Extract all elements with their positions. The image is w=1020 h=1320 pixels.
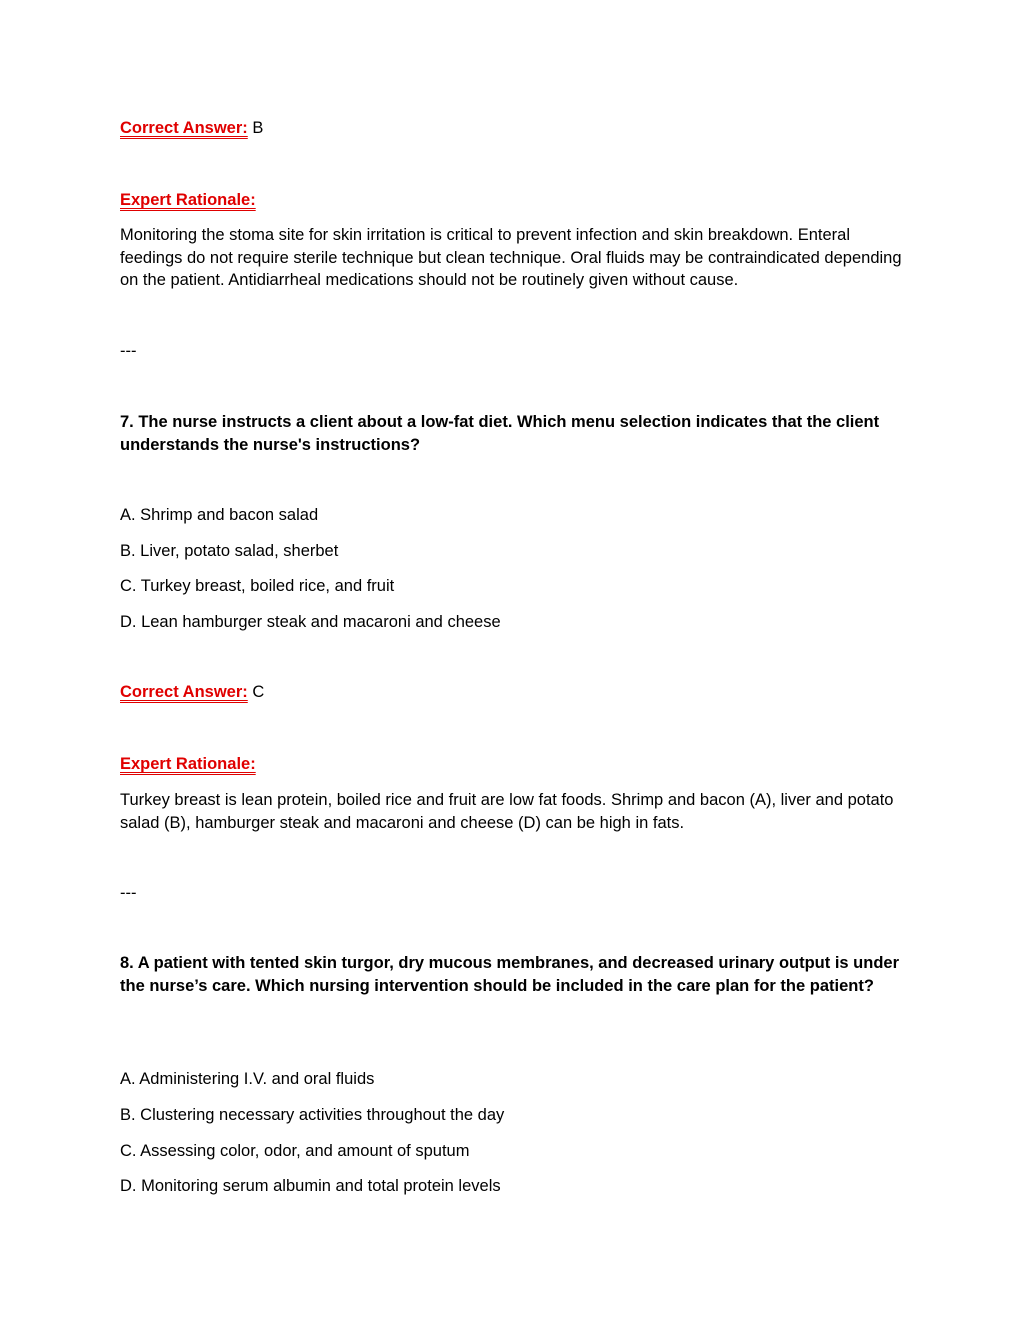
correct-answer-value: B [247, 119, 264, 137]
correct-answer-line-q6 [120, 117, 263, 139]
question-8-option-a: A. Administering I.V. and oral fluids [120, 1070, 375, 1088]
question-8-option-d: D. Monitoring serum albumin and total protein levels [120, 1177, 501, 1195]
rationale-text-q6: Monitoring the stoma site for skin irritation is critical to prevent infection and skin breakdown. Enteral feedings do not require sterile technique but clean technique. Oral fluids may be contraindicated depending on the patient. Antidiarrheal medications should not be routinely given without cause. [120, 226, 902, 289]
separator: --- [120, 884, 137, 902]
question-7-text: 7. The nurse instructs a client about a low-fat diet. Which menu selection indicates that the client understands the nurse's instructions? [120, 413, 880, 454]
question-7-option-a: A. Shrimp and bacon salad [120, 506, 319, 524]
expert-rationale-label: Expert Rationale: [120, 755, 256, 773]
question-7-option-c: C. Turkey breast, boiled rice, and fruit [120, 577, 395, 595]
correct-answer-label: Correct Answer: [120, 119, 248, 137]
question-8-option-c: C. Assessing color, odor, and amount of sputum [120, 1142, 470, 1160]
question-7-option-d: D. Lean hamburger steak and macaroni and cheese [120, 613, 501, 631]
correct-answer-line-q7 [120, 681, 264, 703]
question-8-option-b: B. Clustering necessary activities throughout the day [120, 1106, 505, 1124]
rationale-text-q7: Turkey breast is lean protein, boiled rice and fruit are low fat foods. Shrimp and bacon (A), liver and potato salad (B), hamburger steak and macaroni and cheese (D) can be high in fats. [120, 791, 894, 832]
expert-rationale-heading-q6 [120, 189, 256, 211]
question-7-option-b: B. Liver, potato salad, sherbet [120, 542, 339, 560]
expert-rationale-heading-q7 [120, 753, 256, 775]
question-8-text: 8. A patient with tented skin turgor, dry mucous membranes, and decreased urinary output is under the nurse’s care. Which nursing intervention should be included in the care plan for the patient? [120, 954, 900, 995]
expert-rationale-label: Expert Rationale: [120, 191, 256, 209]
correct-answer-label: Correct Answer: [120, 683, 248, 701]
correct-answer-value: C [247, 683, 265, 701]
separator: --- [120, 342, 137, 360]
